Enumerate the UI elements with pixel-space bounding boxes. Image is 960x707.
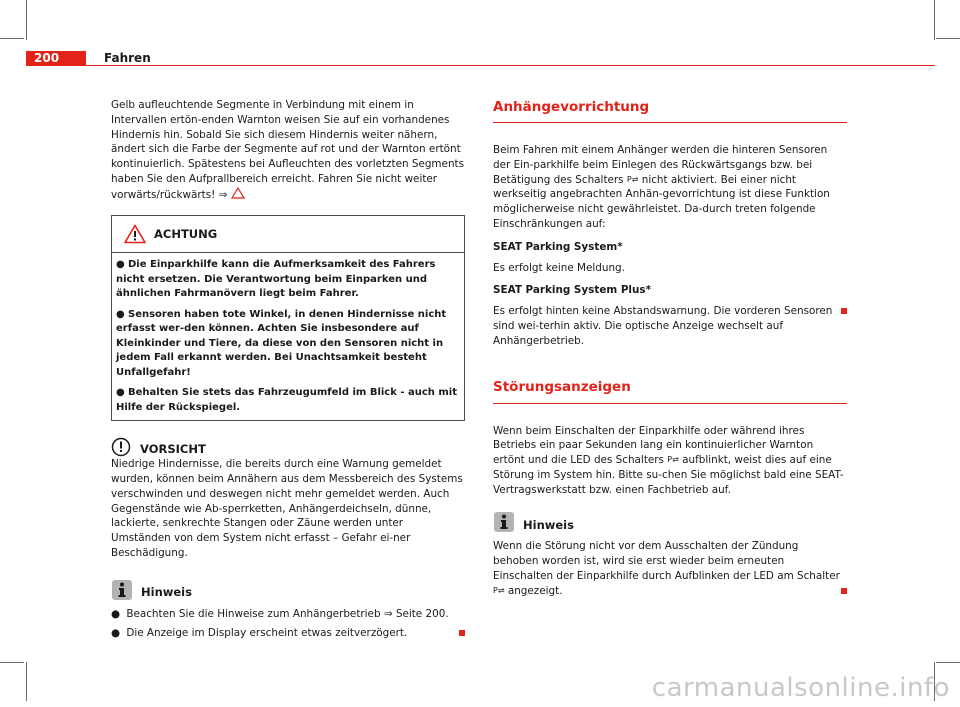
header-rule (86, 65, 935, 66)
crop-mark (0, 38, 24, 39)
warning-body (112, 253, 464, 420)
hint-header (111, 579, 465, 601)
bullet-icon: ● (116, 259, 125, 271)
info-hint-icon (111, 579, 133, 601)
caution-header (111, 437, 465, 457)
caution-title: VORSICHT (140, 442, 206, 457)
hint-text: Wenn die Störung nicht vor dem Ausschalten der Zündung behoben worden ist, wird sie erst wieder beim erneuten Einschalten der Einparkhilfe durch Aufblinken der LED am Schalter P⇌ angezeigt. (493, 539, 847, 598)
intro-paragraph (111, 98, 465, 202)
parking-switch-icon: P (667, 455, 673, 465)
trailer-paragraph: Beim Fahren mit einem Anhänger werden die hinteren Sensoren der Ein-parkhilfe beim Einlegen des Rückwärtsgangs bzw. bei Betätigung des Schalters P⇌ nicht aktiviert. Bei einer nicht werkseitig angebrachten Anhän-gevorrichtung ist diese Funktion möglicherweise nicht gewährleistet. Da-durch treten folgende Einschränkungen auf: (493, 144, 830, 230)
intro-text: Gelb aufleuchtende Segmente in Verbindung mit einem in Intervallen ertön-enden Warnton weisen Sie auf ein vorhandenes Hindernis hin. Sobald Sie sich diesem Hindernis weiter nähern, ändert sich die Farbe der Segmente auf rot und der Warnton ertönt kontinuierlich. Spätestens bei Aufleuchten des vorletzten Segments haben Sie den Aufprallbereich erreicht. Fahren Sie nicht weiter vorwärts/rückwärts! (111, 99, 465, 201)
hint-item: ● Beachten Sie die Hinweise zum Anhängerbetrieb ⇒ Seite 200. (111, 607, 449, 620)
watermark: carmanualsonline.info (651, 673, 950, 704)
cross-reference: ⇒ (218, 188, 228, 201)
warning-title: ACHTUNG (154, 227, 218, 242)
parking-switch-icon: P (626, 174, 632, 184)
parking-switch-icon: ⇌ (497, 585, 505, 595)
warning-item: ● Behalten Sie stets das Fahrzeugumfeld im Blick - auch mit Hilfe der Rückspiegel. (116, 387, 458, 413)
info-hint-icon (493, 511, 515, 533)
page-number: 200 (26, 51, 86, 66)
chapter-title: Fahren (104, 51, 151, 65)
parking-switch-icon: ⇌ (672, 455, 679, 465)
fault-paragraph: Wenn beim Einschalten der Einparkhilfe oder während ihres Betriebs ein paar Sekunden lang ein kontinuierlicher Warnton ertönt und die LED des Schalters P⇌ aufblinkt, weist dies auf eine Störung im System hin. Bitte su-chen Sie möglichst bald eine SEAT-Vertragswerkstatt bzw. einen Fachbetrieb auf. (493, 424, 844, 496)
bullet-icon: ● (116, 387, 125, 399)
bullet-icon: ● (116, 308, 125, 320)
crop-mark (0, 662, 24, 663)
crop-mark (936, 38, 960, 39)
crop-mark (26, 0, 27, 40)
section-end-marker (459, 630, 465, 636)
section-end-marker (841, 588, 847, 594)
section-title-fault: Störungsanzeigen (493, 378, 847, 403)
crop-mark (934, 0, 935, 40)
system-title: SEAT Parking System Plus* (493, 284, 652, 297)
warning-triangle-icon (124, 224, 146, 244)
caution-text: Niedrige Hindernisse, die bereits durch eine Warnung gemeldet wurden, können beim Annähern aus dem Messbereich des Systems verschwinden und deswegen nicht mehr gemeldet werden. Auch Gegenstände wie Ab-sperrketten, Anhängerdeichseln, dünne, lackierte, senkrechte Stangen oder Zäune werden unter Umständen von dem System nicht erfasst – Gefahr ei-ner Beschädigung. (111, 458, 463, 559)
hint-item: ● Die Anzeige im Display erscheint etwas zeitverzögert. (111, 626, 465, 641)
system-title: SEAT Parking System* (493, 240, 623, 253)
system-text: Es erfolgt hinten keine Abstandswarnung. Die vorderen Sensoren sind wei-terhin aktiv. Die optische Anzeige wechselt auf Anhängerbetrieb. (493, 304, 847, 348)
section-title-trailer: Anhängevorrichtung (493, 98, 847, 123)
hint-title: Hinweis (141, 585, 192, 600)
left-column (111, 98, 465, 646)
bullet-icon: ● (111, 627, 121, 640)
warning-item: ● Sensoren haben tote Winkel, in denen Hindernisse nicht erfasst wer-den können. Achten Sie insbesondere auf Kleinkinder und Tiere, da diese von den Sensoren nicht in jedem Fall erkannt werden. Bei Unachtsamkeit besteht Unfallgefahr! (116, 308, 447, 378)
bullet-icon: ● (111, 607, 121, 620)
right-column (493, 98, 847, 598)
warning-item: ● Die Einparkhilfe kann die Aufmerksamkeit des Fahrers nicht ersetzen. Die Verantwortung beim Einparken und ähnlichen Fahrmanövern liegt beim Fahrer. (116, 259, 436, 300)
section-end-marker (841, 308, 847, 314)
warning-triangle-icon (231, 187, 245, 199)
caution-circle-icon (111, 437, 131, 457)
warning-header (112, 216, 464, 253)
crop-mark (26, 662, 27, 701)
hint-header (493, 511, 847, 533)
hint-title: Hinweis (523, 518, 574, 532)
parking-switch-icon: P (493, 585, 498, 595)
crop-mark (936, 662, 960, 663)
warning-box (111, 215, 465, 421)
system-text: Es erfolgt keine Meldung. (493, 261, 625, 274)
parking-switch-icon: ⇌ (631, 174, 639, 184)
